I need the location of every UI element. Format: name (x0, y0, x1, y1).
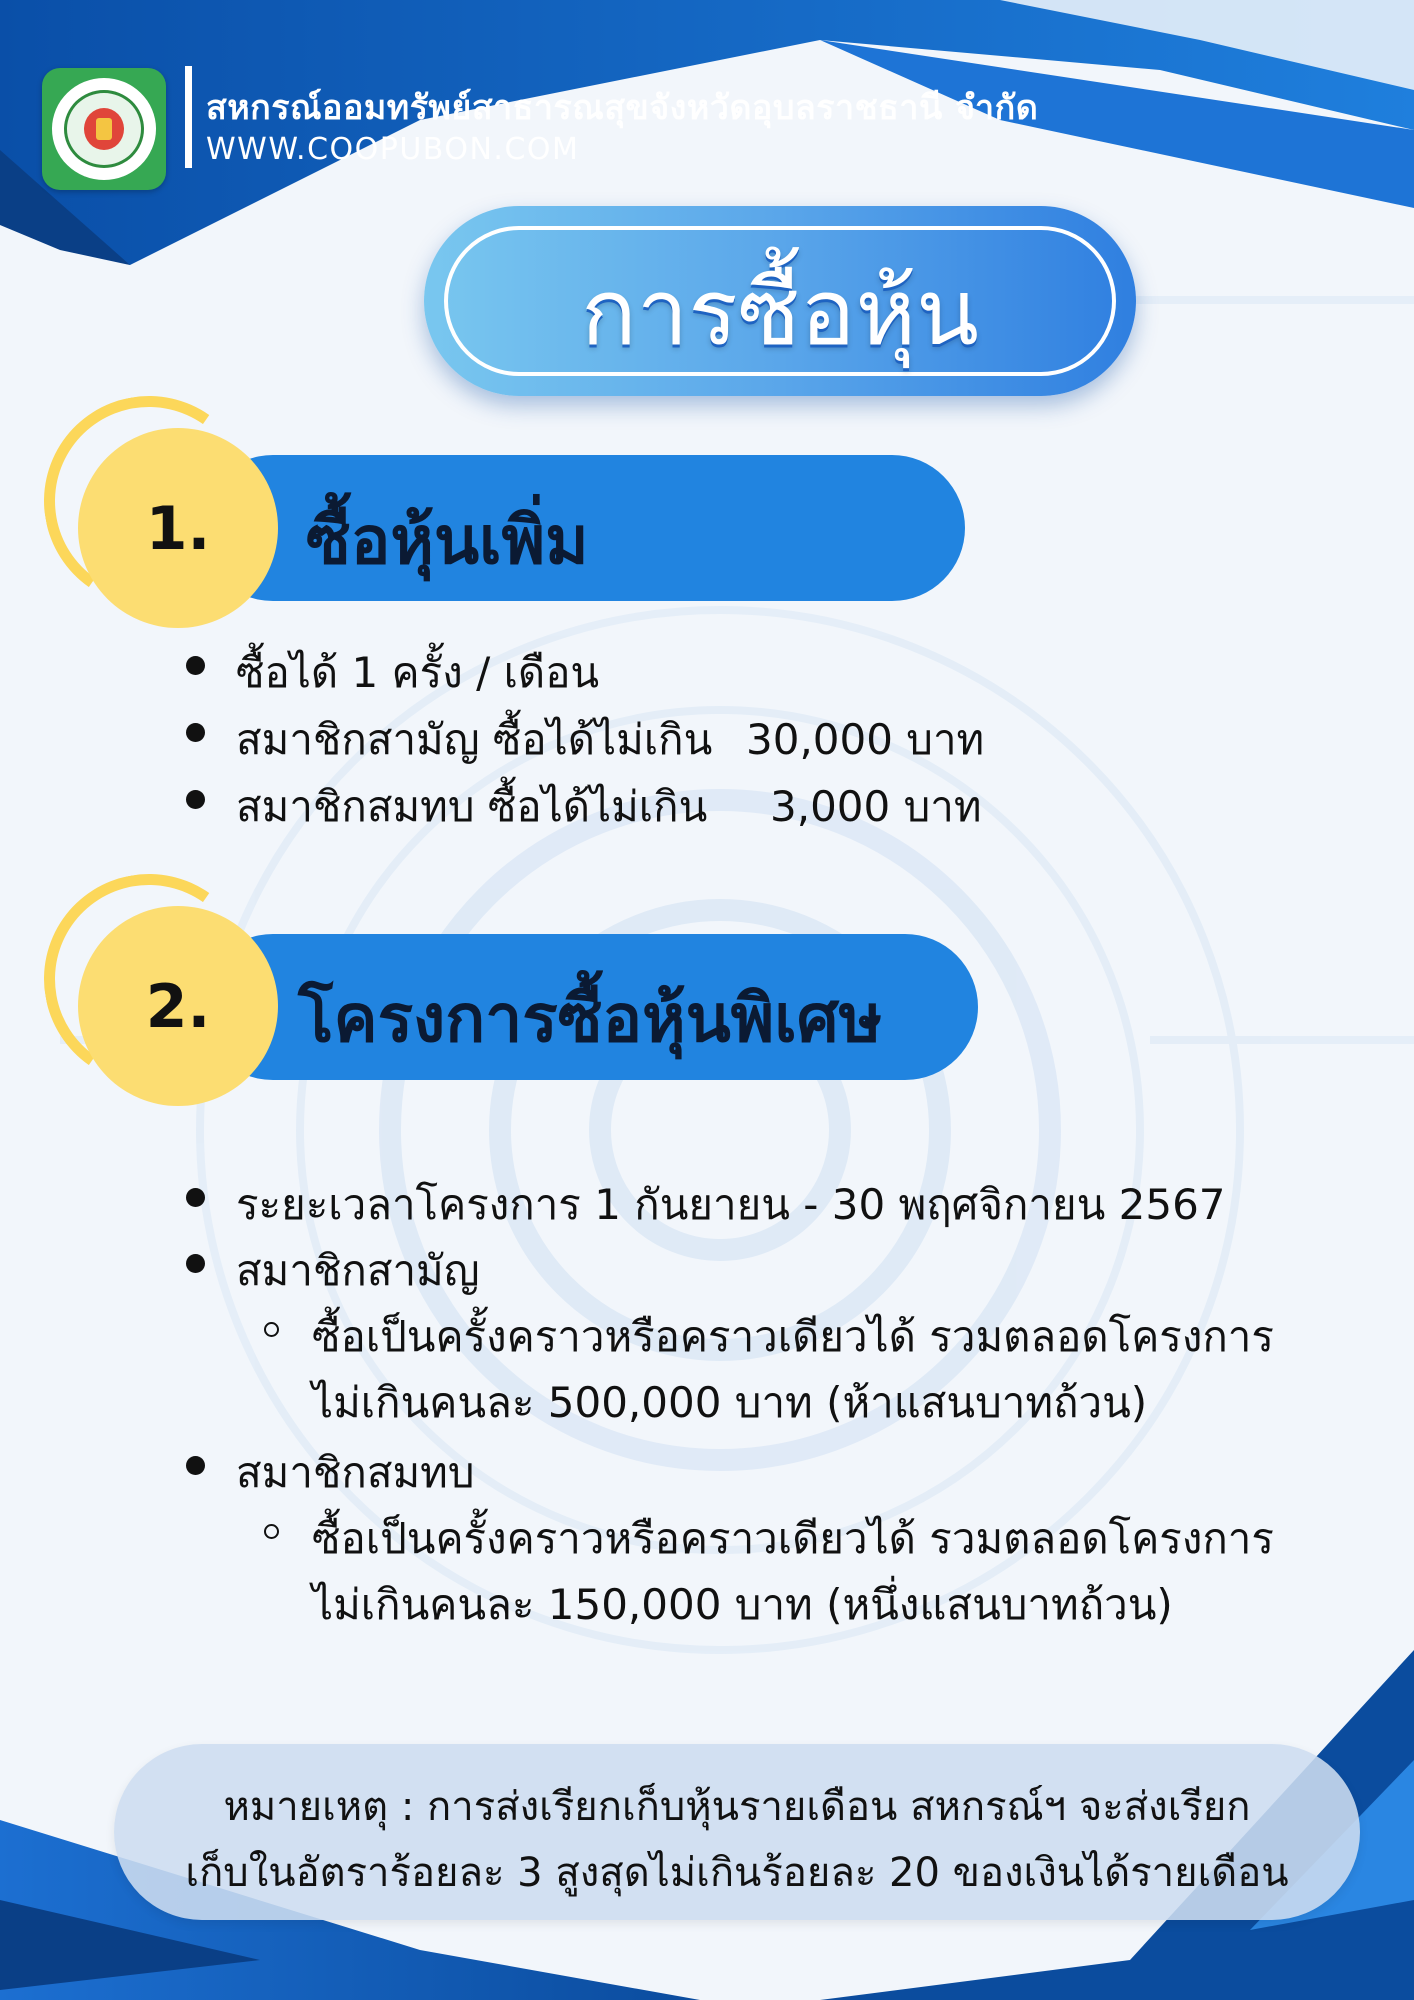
bullet-dot (186, 1188, 205, 1207)
bullet-item-amount: 3,000 บาท (770, 782, 982, 831)
header-divider (185, 66, 192, 168)
bullet-dot (186, 1456, 205, 1475)
sub-bullet-ring (264, 1322, 279, 1337)
bullet-item: ซื้อได้ 1 ครั้ง / เดือน (236, 648, 600, 697)
bullet-dot (186, 1254, 205, 1273)
note-box (114, 1744, 1360, 1920)
section-title: โครงการซื้อหุ้นพิเศษ (298, 980, 883, 1057)
regular-member-label: สมาชิกสามัญ (236, 1246, 480, 1295)
bullet-dot (186, 723, 205, 742)
page-title: การซื้อหุ้น (580, 259, 979, 366)
regular-member-detail-line2: ไม่เกินคนละ 500,000 บาท (ห้าแสนบาทถ้วน) (312, 1378, 1148, 1427)
note-line-2: เก็บในอัตราร้อยละ 3 สูงสุดไม่เกินร้อยละ 20 ของเงินได้รายเดือน (185, 1850, 1289, 1896)
associate-member-label: สมาชิกสมทบ (236, 1448, 475, 1497)
section-number: 1. (145, 494, 211, 564)
bullet-item-label: สมาชิกสามัญ ซื้อได้ไม่เกิน (236, 715, 713, 764)
section-title: ซื้อหุ้นเพิ่ม (306, 502, 589, 579)
bullet-dot (186, 790, 205, 809)
coop-logo (42, 68, 166, 190)
title-banner (424, 206, 1136, 396)
note-line-1: หมายเหตุ : การส่งเรียกเก็บหุ้นรายเดือน สหกรณ์ฯ จะส่งเรียก (223, 1784, 1251, 1830)
section-number: 2. (145, 972, 211, 1042)
associate-member-detail-line1: ซื้อเป็นครั้งคราวหรือคราวเดียวได้ รวมตลอดโครงการ (312, 1514, 1274, 1563)
sub-bullet-ring (264, 1524, 279, 1539)
organization-name: สหกรณ์ออมทรัพย์สาธารณสุขจังหวัดอุบลราชธานี จำกัด (206, 88, 1039, 128)
associate-member-detail-line2: ไม่เกินคนละ 150,000 บาท (หนึ่งแสนบาทถ้วน) (312, 1580, 1173, 1629)
regular-member-detail-line1: ซื้อเป็นครั้งคราวหรือคราวเดียวได้ รวมตลอดโครงการ (312, 1312, 1274, 1361)
website-url: WWW.COOPUBON.COM (206, 132, 580, 167)
program-period: ระยะเวลาโครงการ 1 กันยายน - 30 พฤศจิกายน 2567 (236, 1180, 1226, 1229)
bullet-dot (186, 656, 205, 675)
bullet-item-amount: 30,000 บาท (746, 715, 985, 764)
bullet-item-label: สมาชิกสมทบ ซื้อได้ไม่เกิน (236, 782, 708, 831)
